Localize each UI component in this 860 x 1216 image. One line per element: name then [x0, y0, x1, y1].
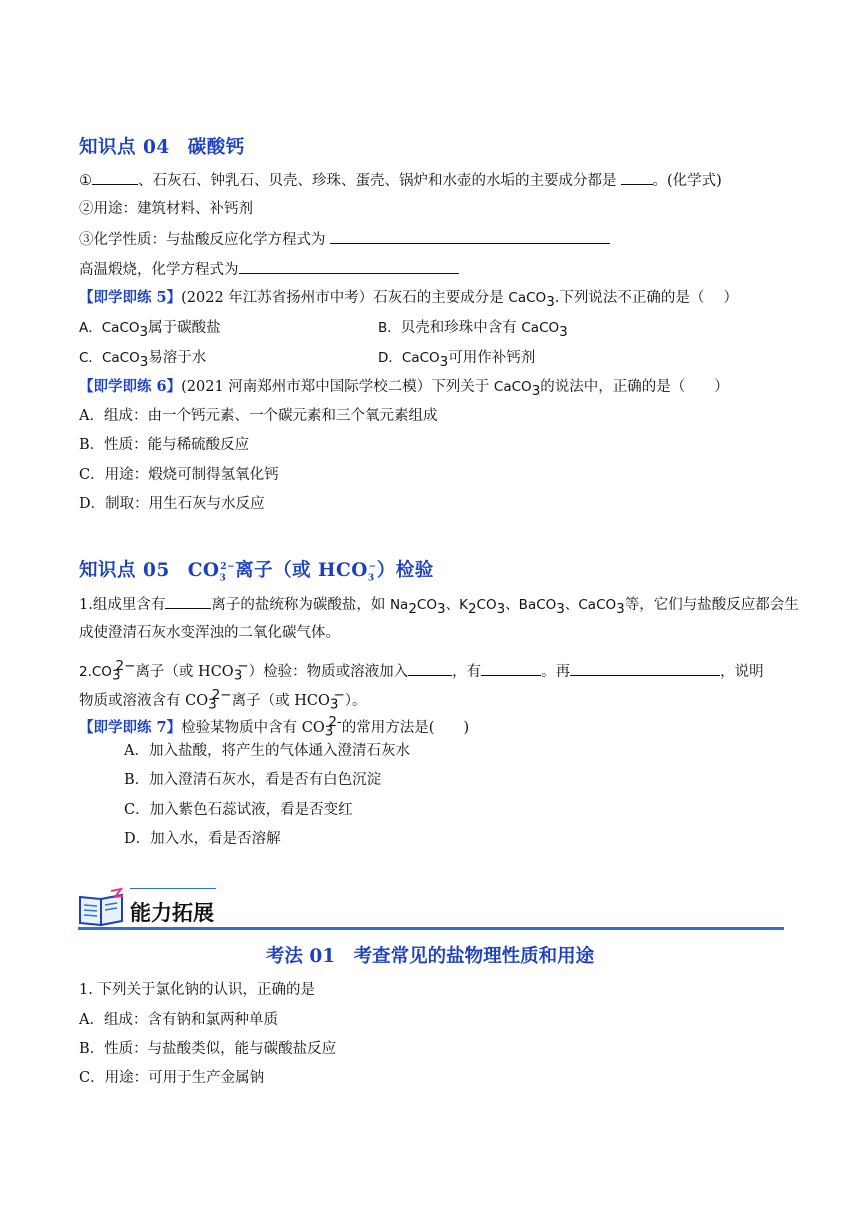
exercise-tag: 【即学即练 6】: [79, 378, 182, 395]
option-label: C．: [79, 350, 102, 366]
formula-sub: 3: [324, 723, 334, 740]
formula-sub: 3: [531, 382, 541, 399]
exercise-6-option-c: C．用途：煅烧可制得氢氧化钙: [79, 467, 279, 483]
banner-top-rule: [130, 888, 216, 889]
answer-blank: [408, 661, 452, 676]
formula-sub: 3: [329, 696, 339, 713]
item-suffix: 。(化学式): [652, 173, 722, 189]
text: 离子的盐统称为碳酸盐，如: [211, 597, 390, 613]
exercise-5-option-a: [79, 318, 221, 342]
answer-blank: [481, 661, 541, 676]
exercise-5-stem: [79, 288, 738, 312]
question-1-option-a: A．组成：含有钠和氯两种单质: [79, 1012, 278, 1028]
exercise-6-stem: [79, 377, 729, 401]
formula: CaCO: [521, 320, 560, 336]
question-1-option-b: B．性质：与盐酸类似，能与碳酸盐反应: [79, 1041, 337, 1057]
exercise-tag: 【即学即练 7】: [79, 718, 182, 736]
heading-title: 碳酸钙: [187, 137, 245, 158]
question-1-option-c: C．用途：可用于生产金属钠: [79, 1070, 265, 1086]
item-3: [79, 229, 610, 250]
exercise-source: (2021 河南郑州市郑中国际学校二模）下列关于: [181, 379, 494, 395]
exercise-5-option-d: [378, 348, 535, 372]
para-1-line-1: [79, 594, 799, 619]
exercise-5-option-c: [79, 348, 206, 372]
text: 的常用方法是( ): [341, 719, 470, 736]
formula-sub: 3: [111, 667, 121, 684]
formula-sub: 3: [496, 600, 506, 617]
formula: CaCO: [101, 320, 140, 336]
formula: CaCO: [101, 350, 140, 366]
exercise-6-option-a: A．组成：由一个钙元素、一个碳元素和三个氧元素组成: [79, 408, 438, 424]
banner-rule: [78, 927, 784, 930]
formula-sub: 3: [233, 667, 243, 684]
heading-number: 知识点 05: [79, 560, 170, 581]
formula: CaCO: [401, 350, 440, 366]
para-1-line-2: 成使澄清石灰水变浑浊的二氧化碳气体。: [79, 625, 340, 641]
formula: Na: [389, 597, 409, 613]
text: 离子（或 HCO: [135, 663, 234, 680]
formula: CaCO: [508, 290, 547, 306]
text: 。再: [541, 663, 571, 680]
formula-sup: −: [237, 658, 249, 674]
text: ）检验：物质或溶液加入: [248, 663, 409, 680]
question-1-stem: 1. 下列关于氯化钠的认识，正确的是: [79, 982, 315, 998]
item-text: 、石灰石、钟乳石、贝壳、珍珠、蛋壳、锅炉和水壶的水垢的主要成分都是: [138, 173, 617, 189]
formula-sub: 2: [408, 600, 417, 617]
option-text: 属于碳酸盐: [148, 320, 221, 336]
banner-title: 能力拓展: [130, 901, 214, 925]
text: 物质或溶液含有 CO: [79, 692, 209, 709]
item-marker: ①: [79, 173, 92, 189]
exercise-7-option-d: D．加入水，看是否溶解: [124, 831, 281, 847]
formula-sub: 3: [208, 696, 217, 713]
item-text: 高温煅烧，化学方程式为: [79, 262, 239, 278]
formula: CO: [416, 597, 437, 613]
method-heading: 考法 01 考查常见的盐物理性质和用途: [265, 946, 595, 967]
formula-sup: −: [368, 561, 377, 572]
exercise-7-stem: [79, 712, 469, 742]
formula-sub: 3: [546, 293, 555, 310]
formula-sub: 3: [556, 600, 565, 617]
text: ）。: [344, 692, 367, 709]
formula-sup: −: [333, 687, 345, 703]
para-2-line-2: [79, 685, 367, 715]
formula: CaCO: [493, 379, 532, 395]
option-label: A．: [79, 320, 102, 336]
formula: CO: [476, 597, 497, 613]
item-2: ②用途：建筑材料、补钙剂: [79, 201, 253, 217]
item-text: ③化学性质：与盐酸反应化学方程式为: [79, 232, 326, 248]
book-icon: [77, 887, 127, 927]
exercise-7-option-c: C．加入紫色石蕊试液，看是否变红: [124, 802, 353, 818]
item-3b: [79, 259, 459, 280]
formula-sub: 3: [559, 323, 568, 340]
exercise-7-option-a: A．加入盐酸，将产生的气体通入澄清石灰水: [124, 743, 410, 759]
option-label: D．: [378, 350, 402, 366]
option-text: 可用作补钙剂: [448, 350, 536, 366]
exercise-source: (2022 年江苏省扬州市中考）石灰石的主要成分是: [181, 290, 509, 306]
exercise-5-option-b: [378, 318, 568, 342]
formula-sub: 2: [467, 600, 477, 617]
text: ，有: [452, 663, 482, 680]
formula: 2.CO: [79, 663, 112, 680]
formula-sub: 3: [616, 600, 625, 617]
exercise-7-option-b: B．加入澄清石灰水，看是否有白色沉淀: [124, 772, 382, 788]
para-2-line-1: [79, 656, 764, 686]
answer-blank: [621, 170, 653, 185]
exercise-rest: 的说法中，正确的是（ ）: [540, 379, 729, 395]
answer-blank: [330, 229, 610, 244]
answer-blank: [239, 259, 459, 274]
formula: 、BaCO: [505, 597, 557, 613]
exercise-rest: .下列说法不正确的是（ ）: [554, 290, 738, 306]
answer-blank: [92, 170, 138, 185]
heading-text: 离子（或 HCO: [235, 560, 368, 581]
exercise-6-option-d: D．制取：用生石灰与水反应: [79, 496, 265, 512]
heading-text: ）检验: [376, 560, 434, 581]
formula-sup: 2−: [115, 658, 136, 674]
formula-sup: 2-: [328, 714, 342, 730]
answer-blank: [570, 661, 720, 676]
text: ，说明: [720, 663, 764, 680]
heading-formula: CO: [187, 560, 220, 581]
option-label: B．: [378, 320, 401, 336]
heading-number: 知识点 04: [79, 137, 170, 158]
exercise-tag: 【即学即练 5】: [79, 289, 182, 306]
text: 离子（或 HCO: [231, 692, 330, 709]
option-text: 贝壳和珍珠中含有: [400, 320, 522, 336]
text: 等，它们与盐酸反应都会生: [624, 597, 799, 613]
formula-sup: 2−: [211, 687, 232, 703]
formula-sup: 2−: [220, 561, 236, 572]
formula-sub: 3: [139, 323, 149, 340]
formula: 、K: [445, 597, 468, 613]
text: 1.组成里含有: [79, 597, 166, 613]
answer-blank: [165, 594, 211, 609]
section-heading-05: [79, 556, 434, 584]
formula-sub: 3: [439, 353, 449, 370]
formula: 、CaCO: [564, 597, 617, 613]
formula-sub: 3: [139, 353, 149, 370]
formula-sub: 3: [367, 573, 375, 584]
item-1: [79, 170, 722, 191]
text: 检验某物质中含有 CO: [181, 719, 325, 736]
formula-sub: 3: [219, 573, 227, 584]
formula-sub: 3: [436, 600, 446, 617]
section-heading-04: [79, 133, 245, 159]
exercise-6-option-b: B．性质：能与稀硫酸反应: [79, 437, 250, 453]
option-text: 易溶于水: [148, 350, 207, 366]
